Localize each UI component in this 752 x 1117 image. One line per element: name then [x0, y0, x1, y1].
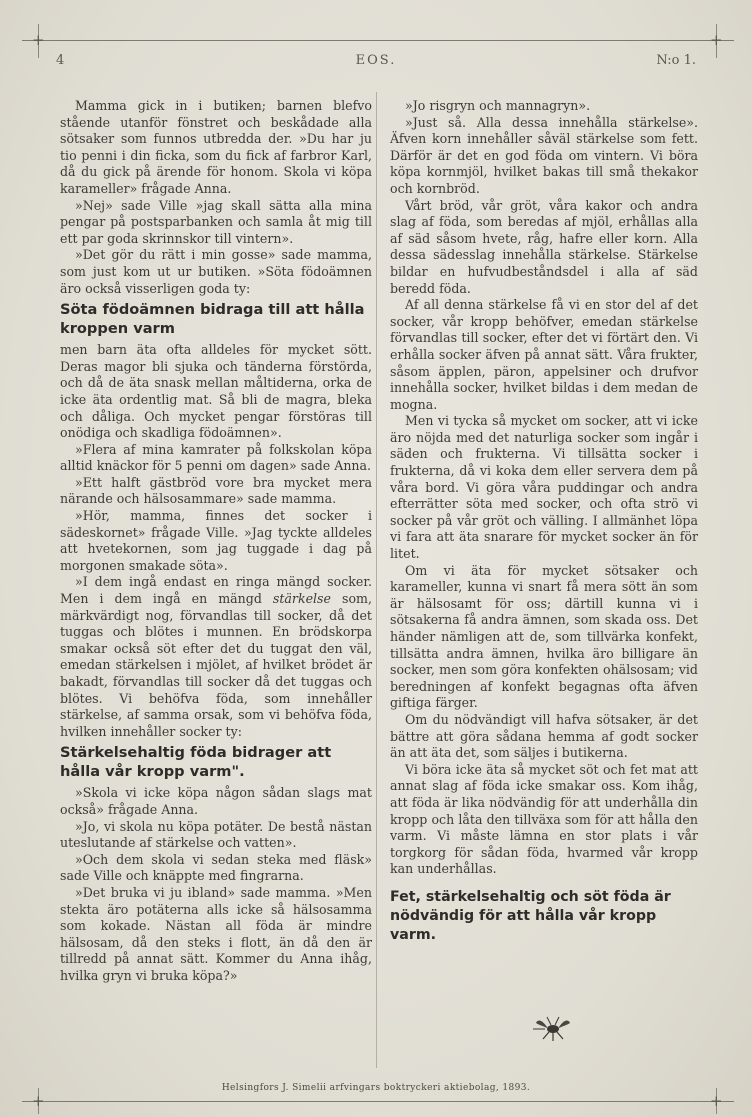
- text-run: som, märkvärdigt nog, förvandlas till socker, då det tuggas och blötes i munnen. En brödskorpa smakar också söt efter det du tuggat den väl, emedan stärkelsen i mjölet, af hvilket brödet är bakadt, förvandlas till socker då det tuggas och blötes. Vi behöfva föda, som innehåller stärkelse, af samma orsak, som vi behöfva föda, hvilken innehåller socker ty:: [60, 591, 372, 739]
- registration-plus-icon: +: [710, 31, 723, 49]
- column-divider: [376, 92, 377, 1068]
- paragraph: »Det bruka vi ju ibland» sade mamma. »Men stekta äro potäterna alls icke så hälsosamma som kokade. Nästan all föda är mindre hälsosam, då den steks i flott, än då den är tillredd på annat sätt. Kommer du Anna ihåg, hvilka gryn vi bruka köpa?»: [60, 884, 372, 983]
- italic-term: stärkelse: [272, 591, 331, 607]
- registration-plus-icon: +: [32, 1092, 45, 1110]
- paragraph: »Just så. Alla dessa innehålla stärkelse». Äfven korn innehåller såväl stärkelse som fett. Därför är det en god föda om vintern. Vi böra köpa kornmjöl, hvilket bakas till små thekakor och kornbröd.: [390, 114, 698, 196]
- paragraph: Om du nödvändigt vill hafva sötsaker, är det bättre att göra sådana hemma af godt socker än att äta det, som säljes i butikerna.: [390, 711, 698, 761]
- paragraph: »Jo risgryn och mannagryn».: [405, 98, 591, 113]
- right-column: [390, 98, 698, 949]
- paragraph-starch: [60, 574, 372, 740]
- paragraph: »Flera af mina kamrater på folkskolan köpa alltid knäckor för 5 penni om dagen» sade Anna.: [60, 441, 372, 474]
- paragraph: »Ett halft gästbröd vore bra mycket mera närande och hälsosammare» sade mamma.: [60, 474, 372, 507]
- paragraph: men barn äta ofta alldeles för mycket sött. Deras magor bli sjuka och tänderna förstörda, och då de äta snask mellan måltiderna, orka de icke äta ordentlig mat. Så bli de magra, bleka och dåliga. Och mycket pengar förstöras till onödiga och skadliga födoämnen».: [60, 342, 372, 441]
- paragraph: »Det gör du rätt i min gosse» sade mamma, som just kom ut ur butiken. »Söta födoämnen äro också visserligen goda ty:: [60, 247, 372, 296]
- paragraph: »Och dem skola vi sedan steka med fläsk» sade Ville och knäppte med fingrarna.: [60, 851, 372, 884]
- paragraph: Vi böra icke äta så mycket söt och fet mat att annat slag af föda icke smakar oss. Kom ihåg, att föda är lika nödvändig för att underhålla din kropp och låta den tillväxa som för att hålla den varm. Vi måste lämna en stor plats i vår torgkorg för sådan föda, hvarmed vår kropp kan underhållas.: [390, 761, 698, 877]
- bottom-rule: [22, 1101, 734, 1102]
- left-column: [60, 98, 372, 985]
- closing-heading: Fet, stärkelsehaltig och söt föda är nödvändig för att hålla vår kropp varm.: [390, 888, 671, 943]
- running-header: [56, 53, 696, 73]
- paragraph: Men vi tycka så mycket om socker, att vi icke äro nöjda med det naturliga socker som ingår i säden och frukterna. Vi tillsätta socker i frukterna, då vi koka dem eller servera dem på våra bord. Vi göra våra puddingar och andra efterrätter söta med socker, och ofta strö vi socker på vår gröt och välling. I allmänhet löpa vi fara att äta snarare för mycket socker än för litet.: [390, 413, 698, 562]
- top-rule: [22, 40, 734, 41]
- printer-imprint: Helsingfors J. Simelii arfvingars boktryckeri aktiebolag, 1893.: [221, 1083, 531, 1093]
- paragraph: Om vi äta för mycket sötsaker och karameller, kunna vi snart få mera sött än som är hälsosamt för oss; därtill kunna vi i sötsakerna få andra ämnen, som skada oss. Det händer nämligen att de, som tillvärka konfekt, tillsätta andra ämnen, hvilka äro billigare än socker, men som göra konfekten ohälsosam; vid beredningen af konfekt begagnas ofta äfven giftiga färger.: [390, 562, 698, 711]
- registration-plus-icon: +: [710, 1092, 723, 1110]
- bee-ornament-icon: [533, 1014, 573, 1042]
- issue-number: N:o 1.: [656, 53, 696, 68]
- paragraph: Af all denna stärkelse få vi en stor del af det socker, vår kropp behöfver, emedan stärkelse förvandlas till socker, efter det vi förtärt den. Vi erhålla socker äfven på annat sätt. Våra frukter, såsom äpplen, päron, appelsiner och drufvor innehålla socker, hvilket bildas i dem medan de mogna.: [390, 297, 698, 412]
- section-heading: Stärkelsehaltig föda bidrager att hålla vår kropp varm".: [60, 744, 332, 781]
- paragraph: Vårt bröd, vår gröt, våra kakor och andra slag af föda, som beredas af mjöl, erhållas alla af säd såsom hvete, råg, hafre eller korn. Alla dessa sädesslag innehålla stärkelse. Stärkelse bildar en hufvudbeståndsdel i alla af säd beredd föda.: [390, 197, 698, 296]
- section-heading: Söta födoämnen bidraga till att hålla kroppen varm: [60, 301, 365, 338]
- paragraph: Mamma gick in i butiken; barnen blefvo stående utanför fönstret och beskådade alla sötsaker som funnos utbredda der. »Du har ju tio penni i din ficka, som du fick af farbror Karl, då du gick på ärende för honom. Skola vi köpa karameller» frågade Anna.: [60, 98, 372, 196]
- paragraph: »Hör, mamma, finnes det socker i sädeskornet» frågade Ville. »Jag tyckte alldeles att hvetekornen, som jag tuggade i dag på morgonen smakade söta».: [60, 508, 372, 573]
- paragraph: »Nej» sade Ville »jag skall sätta alla mina pengar på postsparbanken och samla åt mig till ett par goda skrinnskor till vintern».: [60, 197, 372, 246]
- paragraph: »Skola vi icke köpa någon sådan slags mat också» frågade Anna.: [60, 785, 372, 817]
- registration-plus-icon: +: [32, 31, 45, 49]
- page-number: 4: [56, 53, 65, 68]
- journal-title: EOS.: [355, 53, 397, 68]
- paragraph: »Jo, vi skola nu köpa potäter. De bestå nästan uteslutande af stärkelse och vatten».: [60, 818, 372, 851]
- text-run: »I dem ingå endast en ringa mängd socker. Men i dem ingå en mängd: [60, 574, 372, 607]
